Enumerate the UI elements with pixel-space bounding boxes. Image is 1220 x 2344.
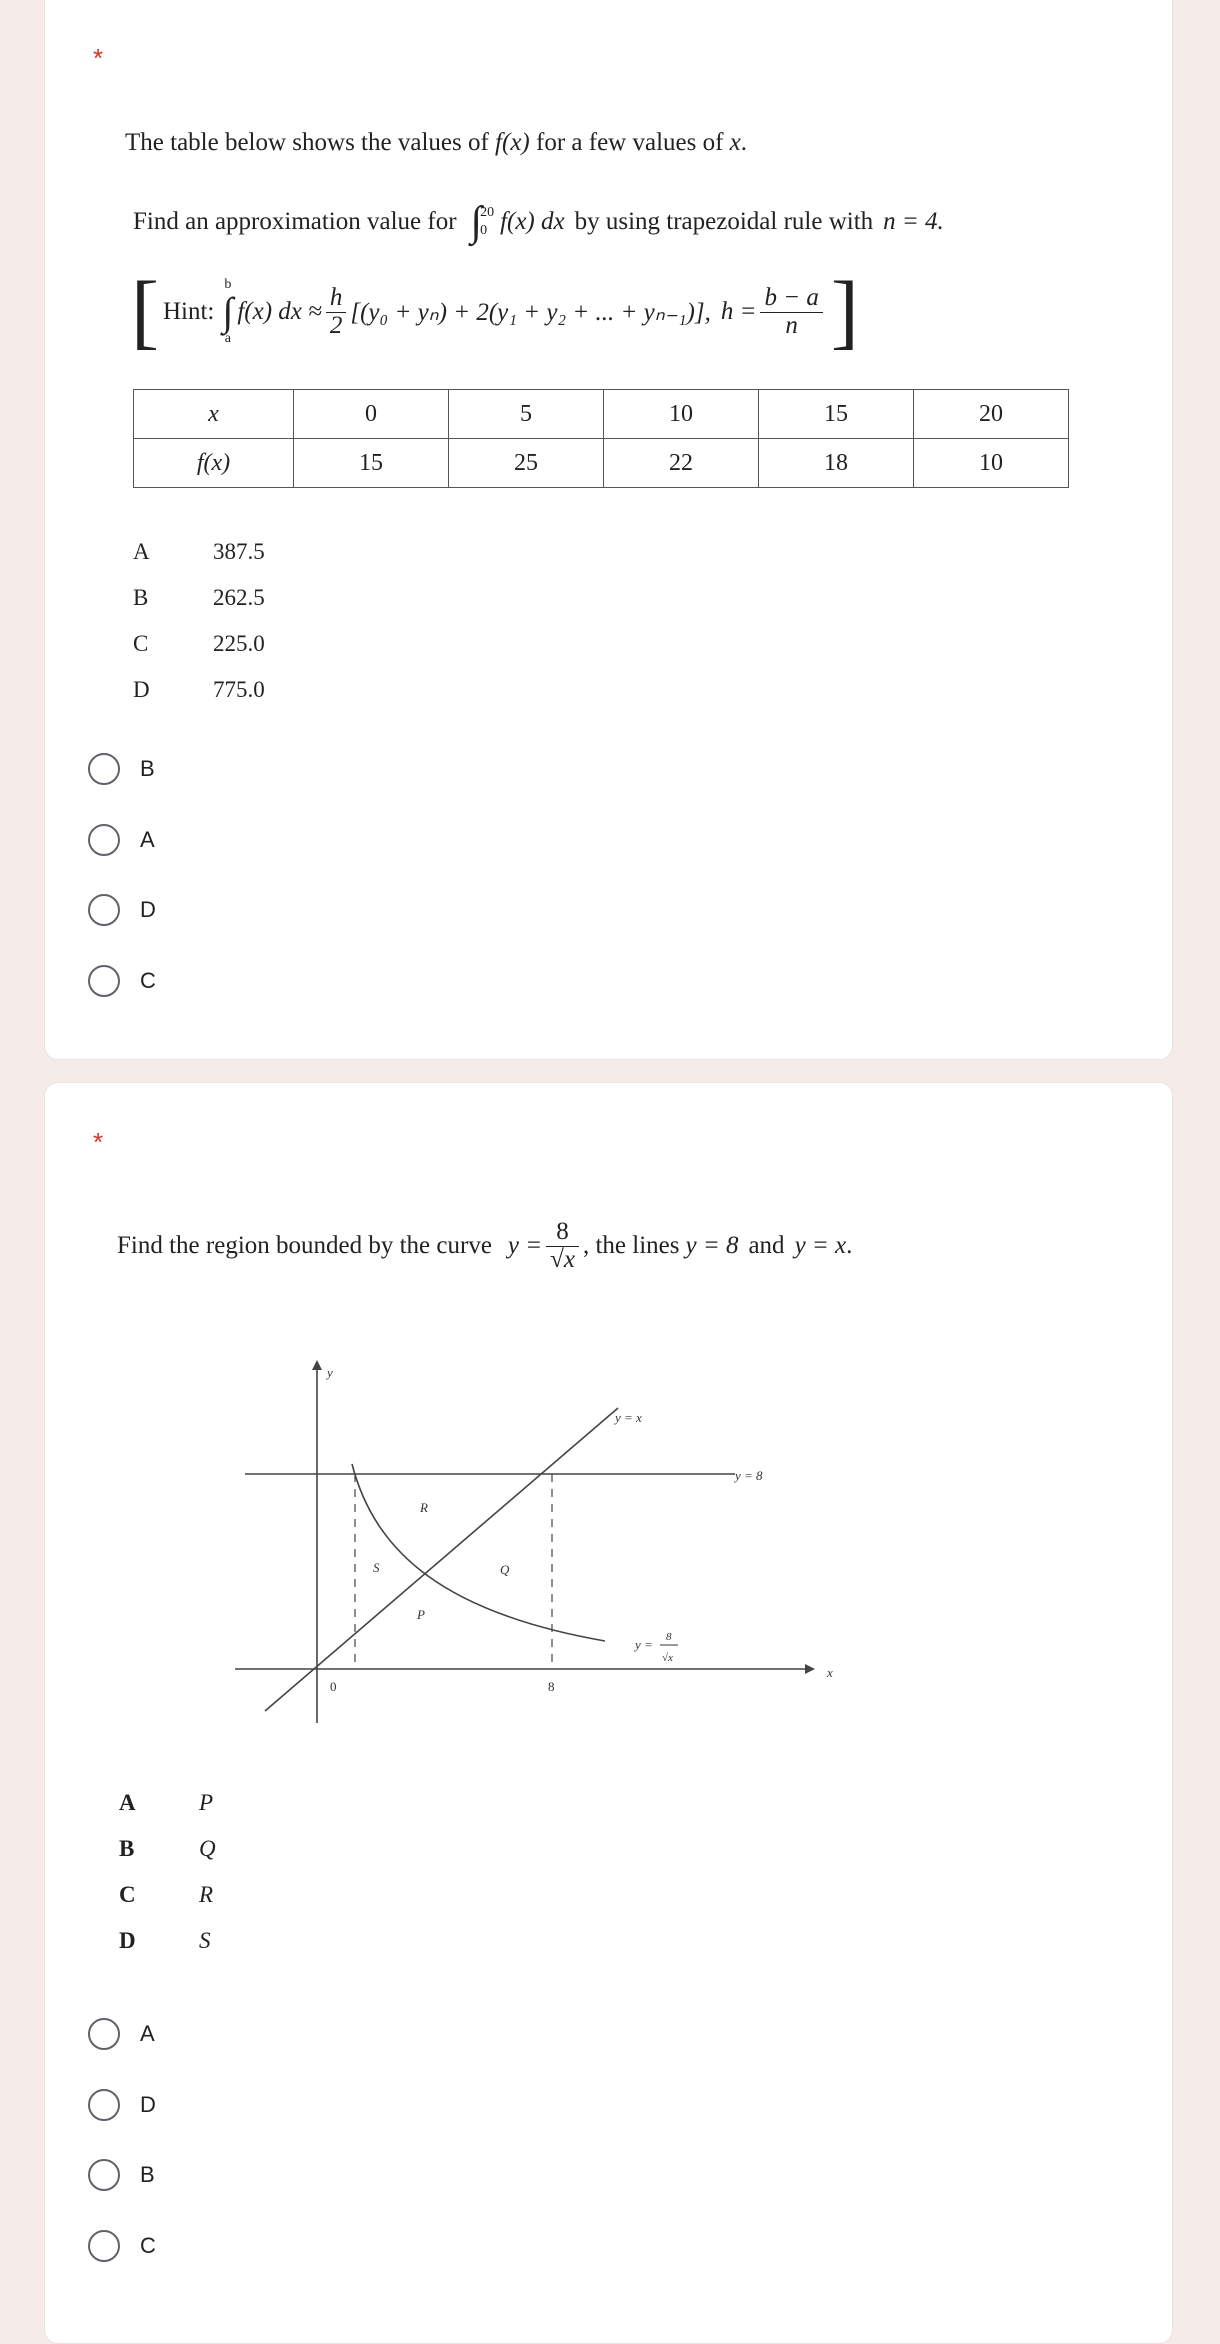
table-cell: 10	[604, 390, 759, 439]
x-axis-arrow	[805, 1664, 815, 1674]
origin-label: 0	[330, 1679, 337, 1694]
integral-sign: b ∫ a	[222, 277, 234, 346]
label-curve-prefix: y =	[635, 1637, 653, 1652]
table-cell: 15	[294, 439, 449, 488]
region-graph	[235, 1358, 895, 1808]
hint-formula: [ Hint: b ∫ a f(x) dx ≈ $\frac{h}{2}$ [(y₀ + yₙ) + 2(y₁ + y₂ + ... + yₙ₋₁)], h = $\frac{b - a}{n}$ ]	[131, 265, 859, 358]
choice-item: B 262.5	[133, 585, 265, 610]
table-header-fx: f(x)	[134, 439, 294, 488]
radio-circle[interactable]	[88, 753, 120, 785]
question-intro: The table below shows the values of f(x) for a few values of x.	[125, 129, 748, 156]
required-mark: *	[93, 43, 104, 73]
radio-circle[interactable]	[88, 894, 120, 926]
table-cell: 25	[449, 439, 604, 488]
radio-option-d[interactable]: D	[88, 2085, 156, 2125]
region-label-s: S	[373, 1560, 380, 1575]
choice-item: A P	[119, 1790, 214, 1815]
curve-8-over-root-x	[352, 1464, 605, 1641]
label-y-equals-x: y = x	[615, 1410, 642, 1425]
radio-option-b[interactable]: B	[88, 2155, 155, 2195]
label-y-equals-8: y = 8	[735, 1468, 763, 1483]
y-axis-label: y	[327, 1365, 333, 1380]
choice-item: D S	[119, 1928, 211, 1953]
table-cell: 15	[759, 390, 914, 439]
radio-circle[interactable]	[88, 824, 120, 856]
required-mark: *	[93, 1127, 104, 1157]
table-cell: 22	[604, 439, 759, 488]
x-axis-label: x	[827, 1665, 833, 1680]
radio-circle[interactable]	[88, 2230, 120, 2262]
tick-label-8: 8	[548, 1679, 555, 1694]
radio-circle[interactable]	[88, 2159, 120, 2191]
question-card-1	[44, 0, 1173, 1060]
radio-option-c[interactable]: C	[88, 961, 156, 1001]
region-label-p: P	[417, 1607, 425, 1622]
region-label-r: R	[420, 1500, 428, 1515]
radio-option-b[interactable]: B	[88, 749, 155, 789]
choice-item: A 387.5	[133, 539, 265, 564]
values-table	[133, 389, 1069, 488]
radio-option-a[interactable]: A	[88, 820, 155, 860]
radio-option-c[interactable]: C	[88, 2226, 156, 2266]
region-label-q: Q	[500, 1562, 510, 1577]
radio-option-d[interactable]: D	[88, 890, 156, 930]
choice-item: B Q	[119, 1836, 216, 1861]
table-row	[134, 439, 1069, 488]
table-cell: 20	[914, 390, 1069, 439]
table-header-x: x	[134, 390, 294, 439]
table-cell: 0	[294, 390, 449, 439]
label-curve-den: √x	[662, 1652, 673, 1664]
label-curve-num: 8	[666, 1631, 672, 1643]
table-cell: 10	[914, 439, 1069, 488]
table-row	[134, 390, 1069, 439]
table-cell: 18	[759, 439, 914, 488]
question-text: Find the region bounded by the curve y = $\frac{8}{√x}$ , the lines y = 8 and y = x .	[117, 1218, 853, 1273]
table-cell: 5	[449, 390, 604, 439]
radio-circle[interactable]	[88, 2018, 120, 2050]
integral-sign: ∫ 20 0	[470, 199, 495, 245]
question-task: Find an approximation value for ∫ 20 0 f(x) dx by using trapezoidal rule with n = 4.	[133, 199, 944, 245]
choice-item: C R	[119, 1882, 214, 1907]
choice-list	[119, 1790, 216, 1974]
diagonal-line-yx	[265, 1408, 618, 1711]
radio-circle[interactable]	[88, 2089, 120, 2121]
radio-option-a[interactable]: A	[88, 2014, 155, 2054]
radio-circle[interactable]	[88, 965, 120, 997]
choice-list	[133, 539, 265, 723]
choice-item: D 775.0	[133, 677, 265, 702]
choice-item: C 225.0	[133, 631, 265, 656]
y-axis-arrow	[312, 1360, 322, 1370]
question-card-2	[44, 1082, 1173, 2344]
